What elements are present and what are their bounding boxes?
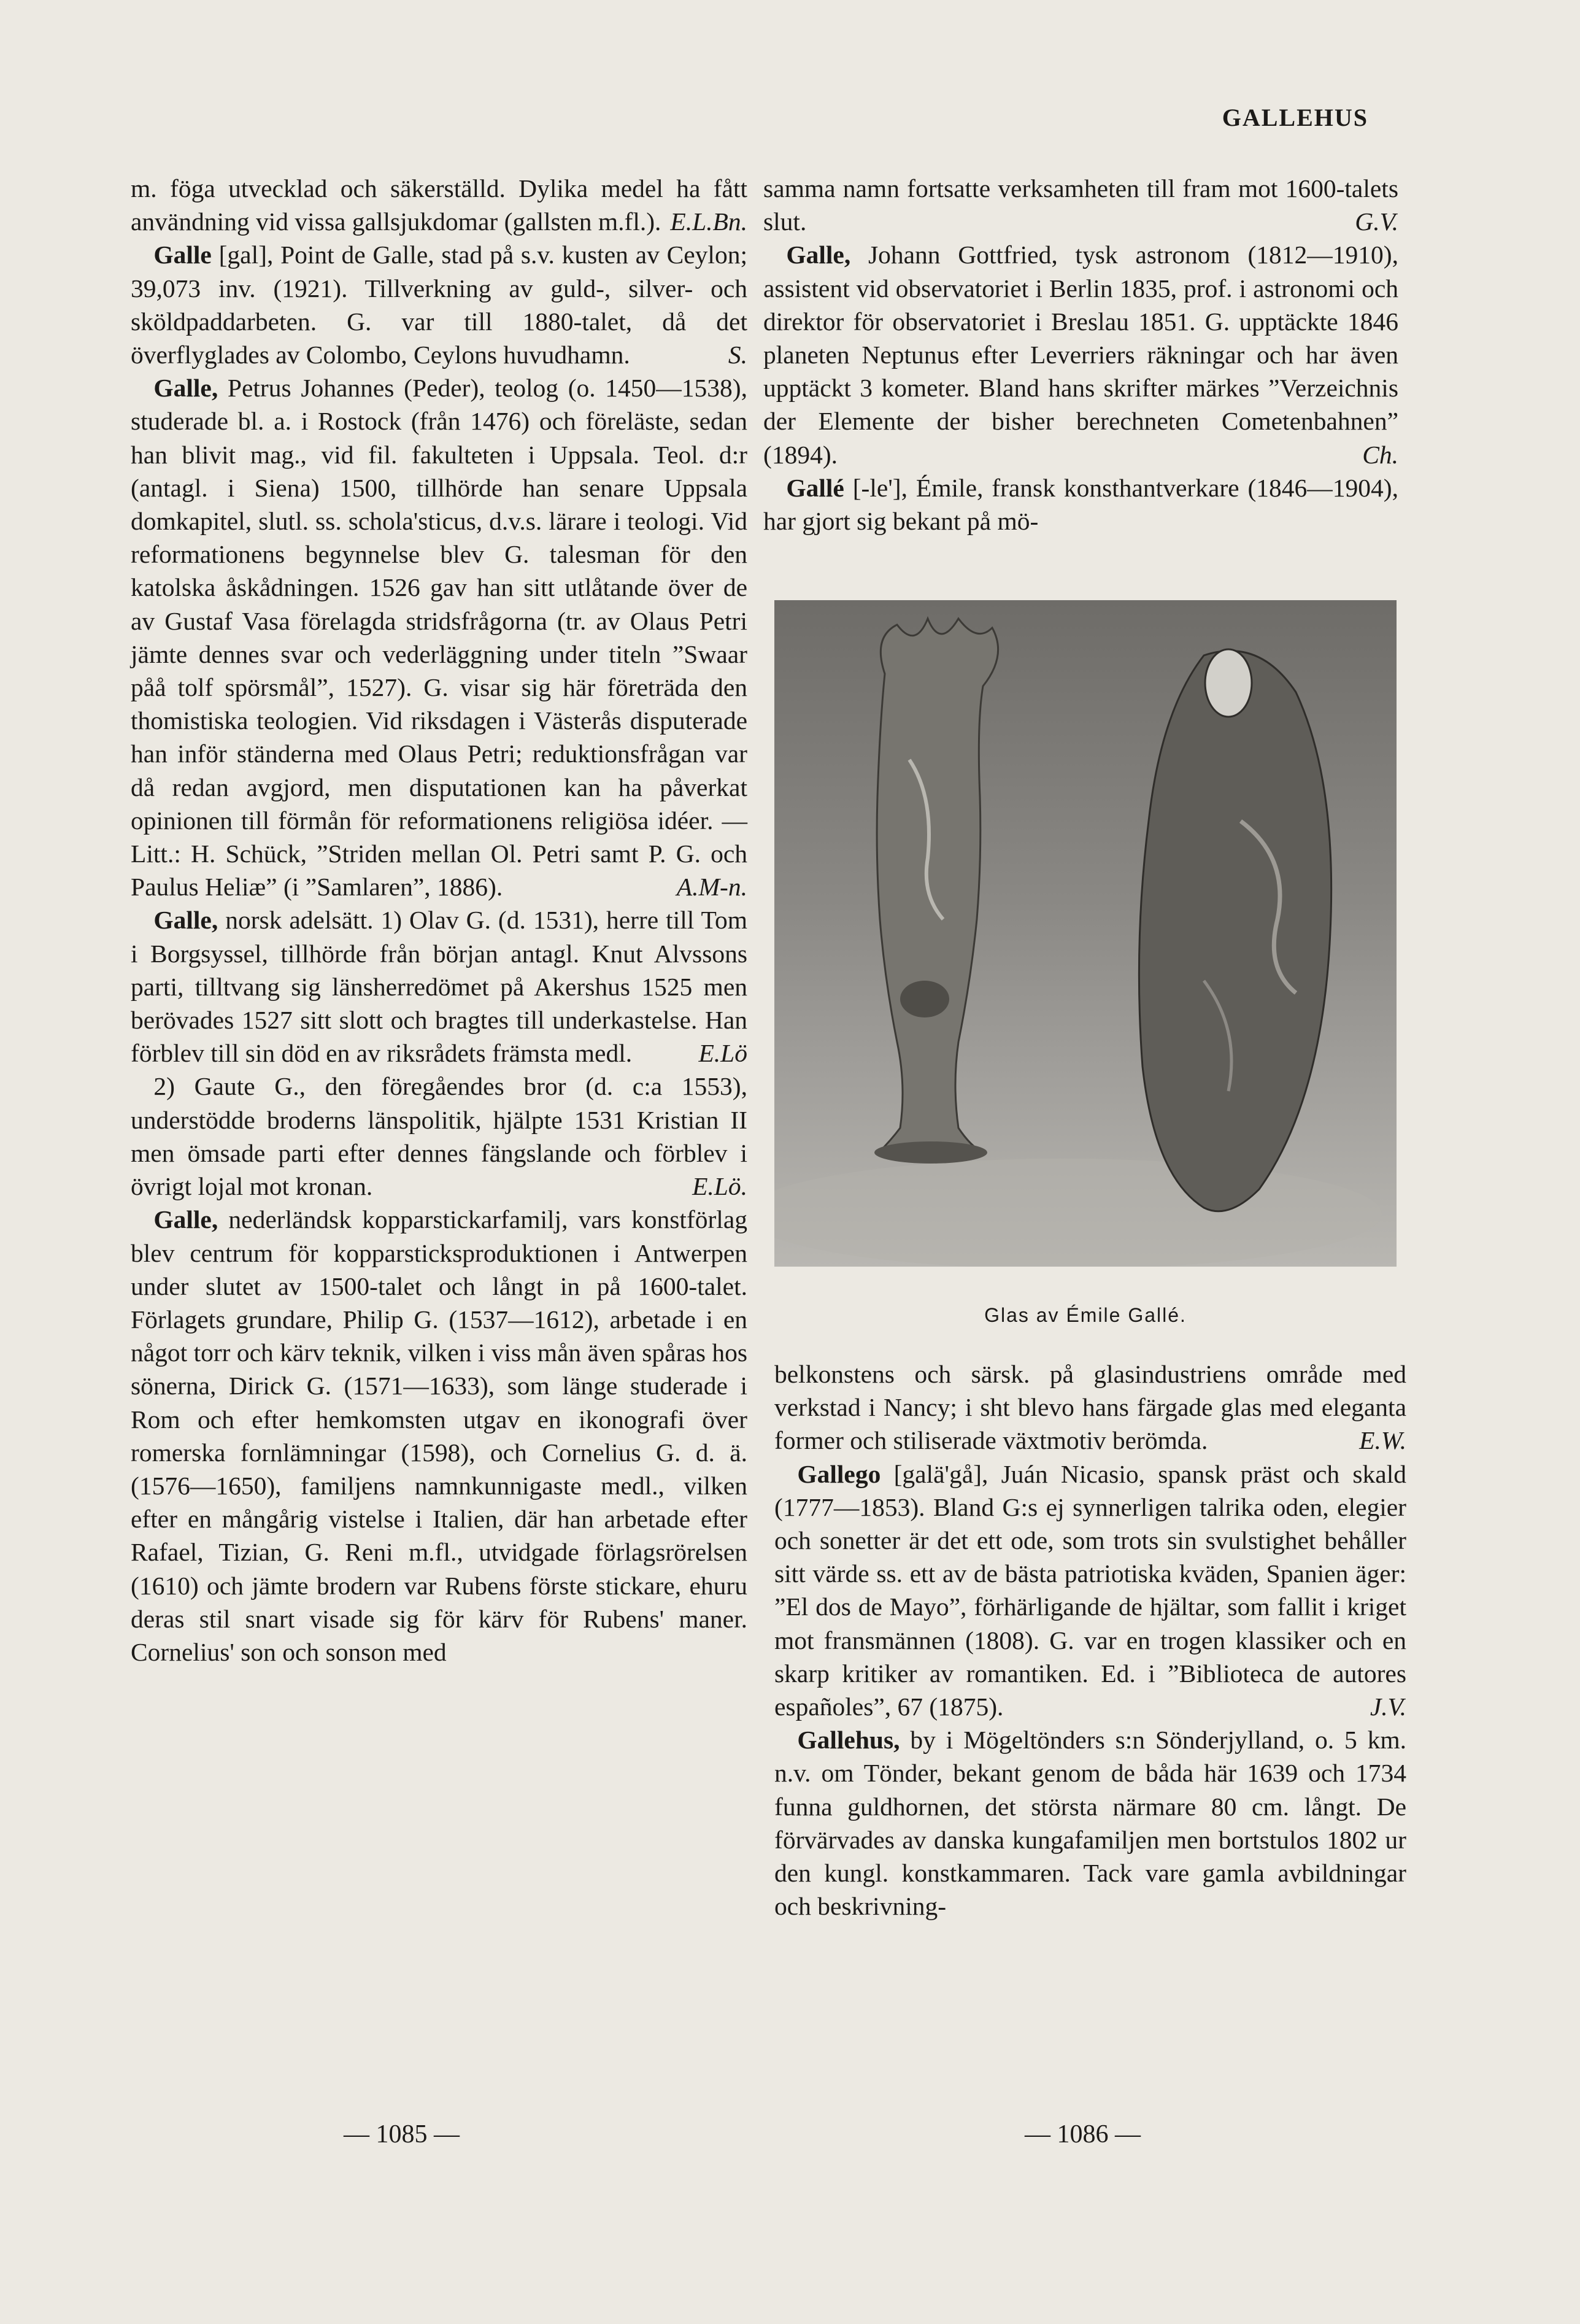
entry-headword: Gallé (786, 473, 844, 502)
encyclopedia-entry (763, 172, 1398, 238)
tall-vase (874, 619, 998, 1164)
entry-headword: Galle (153, 241, 212, 269)
entry-text: Johann Gottfried, tysk astronom (1812—1910), assistent vid observatoriet i Berlin 1835, prof. i astronomi och direktor för observatoriet i Breslau 1851. G. upptäckte 1846 planeten Neptunus efter Leverriers räkningar och har även upptäckt 3 kometer. Bland hans skrifter märkes ”Verzeichnis der Elemente der bisher berechneten Cometenbahnen” (1894). (763, 241, 1398, 469)
author-signature: G.V. (1355, 207, 1398, 236)
encyclopedia-entry (131, 1203, 747, 1669)
author-signature: Ch. (1362, 440, 1398, 469)
entry-text: norsk adelsätt. 1) Olav G. (d. 1531), herre till Tom i Borgsyssel, tillhörde från början antagl. Knut Alvssons parti, tilltvang sig länsherredömet på Akershus 1525 men berövades 1527 sitt slott och bragtes till underkastelse. Han förblev till sin död en av riksrådets främsta medl. (131, 906, 747, 1068)
entry-text: by i Mögeltönders s:n Sönderjylland, o. 5 km. n.v. om Tönder, bekant genom de båda här 1639 och 1734 funna guldhornen, det största närmare 80 cm. långt. De förvärvades av danska kungafamiljen men bortstulos 1802 ur den kungl. konstkammaren. Tack vare gamla avbildningar och beskrivning- (774, 1726, 1406, 1921)
author-signature: E.Lö (698, 1039, 747, 1068)
encyclopedia-entry (131, 238, 747, 371)
encyclopedia-entry (131, 903, 747, 1070)
oval-vase (1139, 649, 1331, 1211)
entry-headword: Galle, (153, 1205, 218, 1234)
encyclopedia-entry (763, 238, 1398, 471)
entry-text: nederländsk kopparstickarfamilj, vars konstförlag blev centrum för kopparsticksproduktionen i Antwerpen under slutet av 1500-talet och långt in på 1600-talet. Förlagets grundare, Philip G. (1537—1612), arbetade i en något torr och kärv teknik, vilken i viss mån även spåras hos sönerna, Dirick G. (1571—1633), som länge studerade i Rom och efter hemkomsten utgav en ikonografi över romerska fornlämningar (1598), och Cornelius G. d. ä. (1576—1650), familjens namnkunnigaste medl., vilken efter en mångårig vistelse i Italien, där han arbetade efter Rafael, Tizian, G. Reni m.fl., utvidgade förlagsrörelsen (1610) och jämte brodern var Rubens förste stickare, ehuru deras stil snart visade sig för kärv för Rubens' maner. Cornelius' son och sonson med (131, 1205, 747, 1666)
figure-caption: Glas av Émile Gallé. (984, 1304, 1187, 1326)
encyclopedia-entry (131, 172, 747, 238)
encyclopedia-entry (774, 1357, 1406, 1457)
vases-illustration (774, 600, 1397, 1267)
entry-headword: Galle, (153, 906, 218, 935)
author-signature: E.W. (1359, 1426, 1406, 1455)
page-number-left: — 1085 — (344, 2120, 460, 2148)
entry-headword: Gallehus, (797, 1726, 900, 1755)
encyclopedia-entry (131, 371, 747, 903)
entry-text: samma namn fortsatte verksamheten till fram mot 1600-talets slut. (763, 174, 1398, 236)
right-column-bottom (774, 1357, 1406, 1923)
entry-text: belkonstens och särsk. på glasindustriens område med verkstad i Nancy; i sht blevo hans färgade glas med eleganta former och stiliserade växtmotiv berömda. (774, 1360, 1406, 1455)
encyclopedia-entry (763, 471, 1398, 538)
entry-text: [-le'], Émile, fransk konsthantverkare (1846—1904), har gjort sig bekant på mö- (763, 473, 1398, 536)
author-signature: A.M-n. (676, 873, 747, 901)
author-signature: S. (728, 341, 747, 369)
figure-vases-photo (774, 600, 1397, 1267)
entry-headword: Gallego (797, 1459, 881, 1488)
entry-headword: Galle, (153, 374, 218, 403)
entry-headword: Galle, (786, 241, 851, 269)
author-signature: E.Lö. (692, 1172, 747, 1201)
encyclopedia-entry (774, 1457, 1406, 1724)
encyclopedia-entry (774, 1723, 1406, 1923)
encyclopedia-entry (131, 1070, 747, 1203)
author-signature: E.L.Bn. (670, 207, 747, 236)
entry-text: [gal], Point de Galle, stad på s.v. kusten av Ceylon; 39,073 inv. (1921). Tillverkning av guld-, silver- och sköldpaddarbeten. G. var till 1880-talet, då det överflyglades av Colombo, Ceylons huvudhamn. (131, 241, 747, 369)
right-column-top (763, 172, 1398, 538)
entry-text: Petrus Johannes (Peder), teolog (o. 1450—1538), studerade bl. a. i Rostock (från 1476) och föreläste, sedan han blivit mag., vid fil. fakulteten i Uppsala. Teol. d:r (antagl. i Siena) 1500, tillhörde han senare Uppsala domkapitel, slutl. ss. schola'sticus, d.v.s. lärare i teologi. Vid reformationens begynnelse blev G. talesman för den katolska åskådningen. 1526 gav han sitt utlåtande över de av Gustaf Vasa förelagda stridsfrågorna (tr. av Olaus Petri jämte dennes svar och vederläggning under titeln ”Swaar påå tolf spörsmål”, 1527). G. visar sig här företräda den thomistiska teologien. Vid riksdagen i Västerås disputerade han inför ständerna med Olaus Petri; reduktionsfrågan var då redan avgjord, men disputationen kan ha påverkat opinionen till förmån för reformationens religiösa idéer. — Litt.: H. Schück, ”Striden mellan Ol. Petri samt P. G. och Paulus Heliæ” (i ”Samlaren”, 1886). (131, 374, 747, 901)
left-column (131, 172, 747, 1669)
page-number-right: — 1086 — (1025, 2120, 1141, 2148)
entry-text: 2) Gaute G., den föregåendes bror (d. c:a 1553), understödde broderns länspolitik, hjälpte 1531 Kristian II men ömsade parti efter dennes fängslande och förblev i övrigt lojal mot kronan. (131, 1072, 747, 1201)
entry-text: [galä'gå], Juán Nicasio, spansk präst och skald (1777—1853). Bland G:s ej synnerligen talrika oden, elegier och sonetter är det ett ode, som trots sin svulstighet behåller sitt värde ss. ett av de bästa patriotiska kväden, Spanien äger: ”El dos de Mayo”, förhärligande de hjältar, som fallit i kriget mot fransmännen (1808). G. var en trogen klassiker och en skarp kritiker av romantiken. Ed. i ”Biblioteca de autores españoles”, 67 (1875). (774, 1459, 1406, 1721)
entry-text: m. föga utvecklad och säkerställd. Dylika medel ha fått användning vid vissa gallsjukdomar (gallsten m.fl.). (131, 174, 747, 236)
running-head: GALLEHUS (1222, 104, 1368, 131)
author-signature: J.V. (1370, 1693, 1406, 1721)
